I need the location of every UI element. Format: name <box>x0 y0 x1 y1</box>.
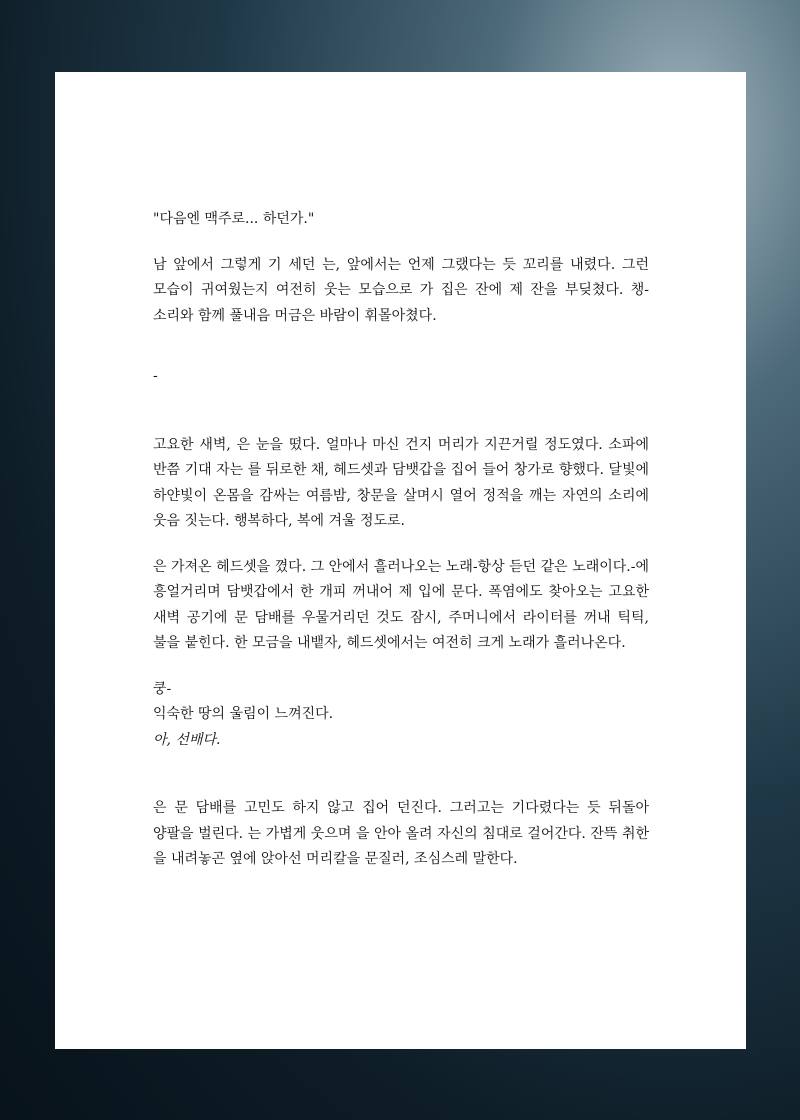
paragraph-quote: "다음엔 맥주로... 하던가." <box>153 211 315 227</box>
paragraph-dawn: 고요한 새벽, 은 눈을 떴다. 얼마나 마신 건지 머리가 지끈거릴 정도였다. 소파에 반쯤 기대 자는 를 뒤로한 채, 헤드셋과 담뱃갑을 집어 들어 창가로 향했다. 달빛에 하얀빛이 온몸을 감싸는 여름밤, 창문을 살며시 열어 정적을 깨는 자연의 소리에 웃음 짓는다. 행복하다, 복에 겨울 정도로. <box>153 436 649 529</box>
scene-divider: - <box>153 368 158 384</box>
paragraph-vibration: 익숙한 땅의 울림이 느껴진다. <box>153 706 334 722</box>
paragraph-headset: 은 가져온 헤드셋을 꼈다. 그 안에서 흘러나오는 노래-항상 듣던 같은 노래이다.-에 흥얼거리며 담뱃갑에서 한 개피 꺼내어 제 입에 문다. 폭염에도 찾아오는 고요한 새벽 공기에 문 담배를 우물거리던 것도 잠시, 주머니에서 라이터를 꺼내 틱틱, 불을 붙힌다. 한 모금을 내뱉자, 헤드셋에서는 여전히 크게 노래가 흘러나온다. <box>153 558 649 651</box>
paragraph-embrace: 은 문 담배를 고민도 하지 않고 집어 던진다. 그러고는 기다렸다는 듯 뒤돌아 양팔을 벌린다. 는 가볍게 웃으며 을 안아 올려 자신의 침대로 걸어간다. 잔뜩 취한 을 내려놓곤 옆에 앉아선 머리칼을 문질러, 조심스레 말한다. <box>153 800 649 867</box>
document-page <box>55 72 746 1049</box>
paragraph-toast: 남 앞에서 그렇게 기 세던 는, 앞에서는 언제 그랬다는 듯 꼬리를 내렸다. 그런 모습이 귀여웠는지 여전히 웃는 모습으로 가 집은 잔에 제 잔을 부딪쳤다. 챙- 소리와 함께 풀내음 머금은 바람이 휘몰아쳤다. <box>153 256 649 324</box>
paragraph-senior: 아, 선배다. <box>153 731 221 748</box>
paragraph-thud: 쿵- <box>153 680 172 697</box>
document-body <box>153 207 649 873</box>
